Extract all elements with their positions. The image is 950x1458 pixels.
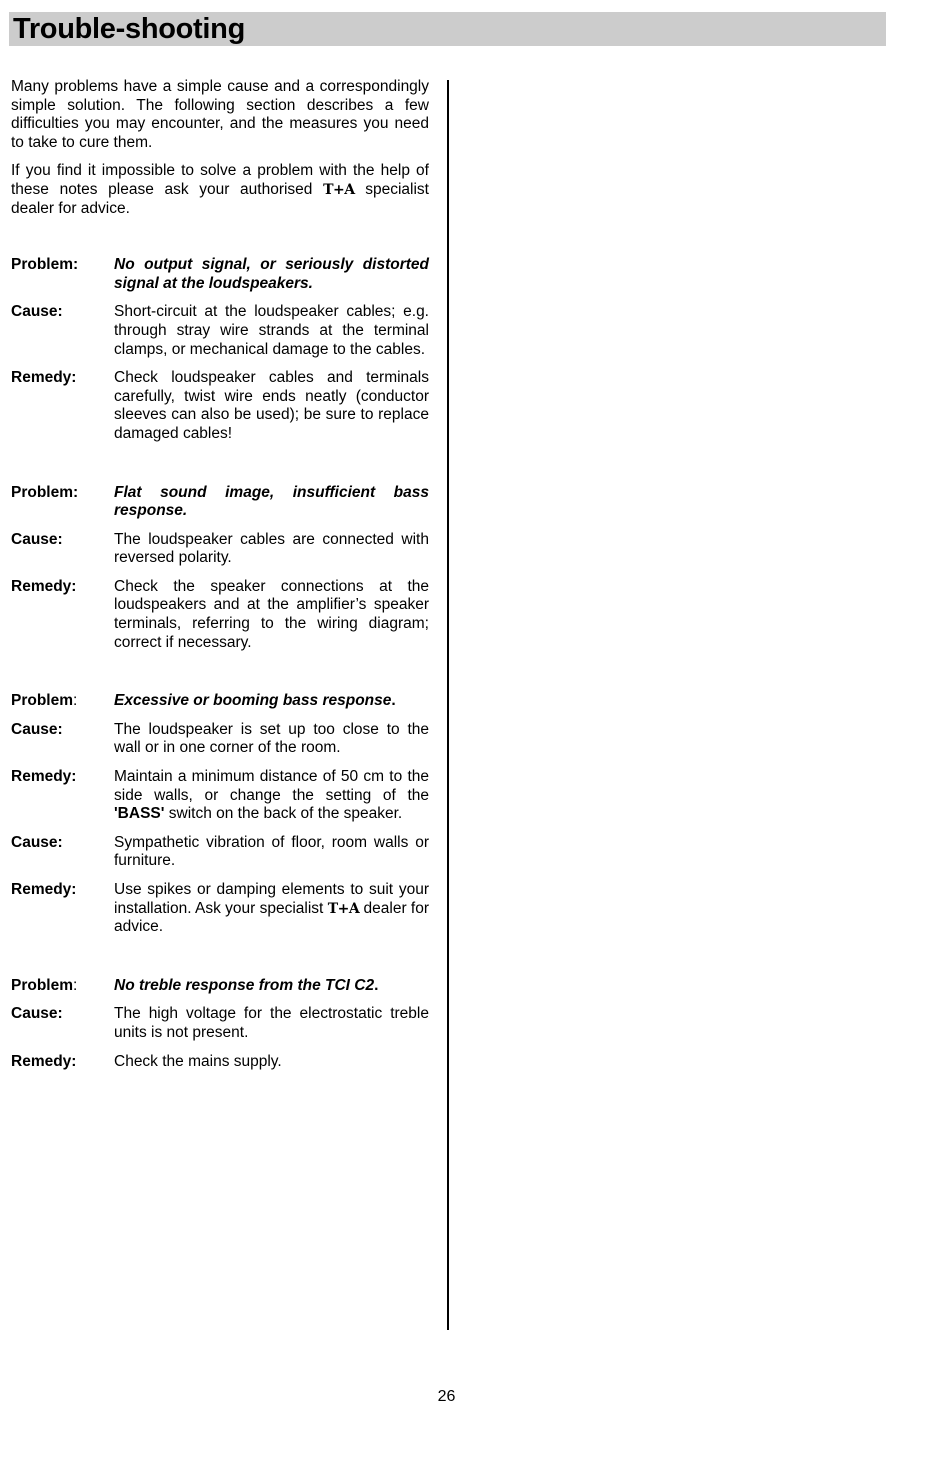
- problem-label: [11, 977, 114, 996]
- remedy-entry: [11, 369, 429, 443]
- page-number: 26: [437, 1388, 456, 1405]
- intro-p2-text-after: specialist dealer for advice.: [11, 180, 429, 217]
- problem-label-word: Problem: [11, 692, 74, 710]
- column-divider: [447, 80, 449, 1330]
- title-bar: [9, 12, 886, 46]
- cause-text: Short-circuit at the loudspeaker cables; e.g. through stray wire strands at the terminal clamps, or mechanical damage to the cables.: [114, 303, 429, 358]
- problem-entry: [11, 977, 429, 996]
- cause-label: Cause:: [11, 833, 63, 851]
- remedy-text: Check the speaker connections at the loudspeakers and at the amplifier’s speaker terminals, referring to the wiring diagram; correct if necessary.: [114, 577, 429, 651]
- problem-label-word: Problem: [11, 976, 74, 994]
- problem-text-end: .: [374, 976, 379, 994]
- remedy-entry: [11, 578, 429, 652]
- brand-logo-ta: T+A: [323, 181, 355, 198]
- problem-text-main: Excessive or booming bass response: [114, 692, 392, 710]
- page-title: Trouble-shooting: [13, 13, 246, 45]
- remedy-text: Check the mains supply.: [114, 1052, 282, 1070]
- intro-paragraph-1: Many problems have a simple cause and a correspondingly simple solution. The following section describes a few difficulties you may encounter, and the measures you need to take to cure them.: [11, 78, 429, 151]
- remedy-text-after: switch on the back of the speaker.: [164, 805, 403, 823]
- problem-entry: [11, 256, 429, 293]
- problem-text: No output signal, or seriously distorted signal at the loudspeakers.: [114, 256, 429, 292]
- problem-label-colon: :: [73, 692, 78, 710]
- cause-entry: [11, 834, 429, 871]
- remedy-text-after: dealer for advice.: [114, 899, 430, 936]
- cause-text: Sympathetic vibration of floor, room walls or furniture.: [114, 833, 429, 870]
- problem-label: Problem:: [11, 483, 79, 501]
- remedy-entry: [11, 881, 429, 937]
- cause-label: Cause:: [11, 303, 63, 321]
- cause-label: Cause:: [11, 720, 63, 738]
- problem-text-main: No treble response from the TCI C2: [114, 976, 375, 994]
- problem-label-colon: :: [73, 976, 78, 994]
- problem-text: [114, 692, 429, 711]
- cause-label: Cause:: [11, 1005, 63, 1023]
- brand-logo-ta: T+A: [327, 900, 360, 917]
- remedy-label: Remedy:: [11, 1052, 77, 1070]
- problem-label: Problem:: [11, 256, 79, 274]
- problem-label: [11, 692, 114, 711]
- remedy-label: Remedy:: [11, 369, 77, 387]
- problem-text-end: .: [391, 692, 396, 710]
- remedy-text: [114, 768, 429, 824]
- remedy-entry: [11, 768, 429, 824]
- cause-label: Cause:: [11, 530, 63, 548]
- intro-p2-text-before: If you find it impossible to solve a problem with the help of these notes please ask your authorised: [11, 162, 429, 198]
- cause-entry: [11, 1005, 429, 1042]
- cause-text: The loudspeaker cables are connected with reversed polarity.: [114, 530, 429, 567]
- cause-entry: [11, 721, 429, 758]
- cause-entry: [11, 531, 429, 568]
- intro-paragraph-2: [11, 162, 429, 218]
- bass-switch-label: 'BASS': [114, 805, 165, 823]
- cause-text: The loudspeaker is set up too close to the wall or in one corner of the room.: [114, 720, 429, 757]
- problem-entry: [11, 692, 429, 711]
- remedy-text: Check loudspeaker cables and terminals carefully, twist wire ends neatly (conductor sleeves can also be used); be sure to replace damaged cables!: [114, 369, 429, 442]
- remedy-label: Remedy:: [11, 881, 77, 898]
- problem-text: [114, 977, 429, 996]
- remedy-label: Remedy:: [11, 577, 77, 595]
- problem-text: Flat sound image, insufficient bass response.: [114, 483, 429, 520]
- cause-entry: [11, 303, 429, 359]
- remedy-label: Remedy:: [11, 768, 77, 786]
- remedy-text-before: Maintain a minimum distance of 50 cm to the side walls, or change the setting of the: [114, 768, 429, 804]
- remedy-text: [114, 881, 429, 937]
- problem-entry: [11, 484, 429, 521]
- remedy-text-before: Use spikes or damping elements to suit your installation. Ask your specialist: [114, 881, 429, 917]
- remedy-entry: [11, 1053, 429, 1072]
- cause-text: The high voltage for the electrostatic treble units is not present.: [114, 1005, 429, 1041]
- text-column: [11, 78, 429, 1081]
